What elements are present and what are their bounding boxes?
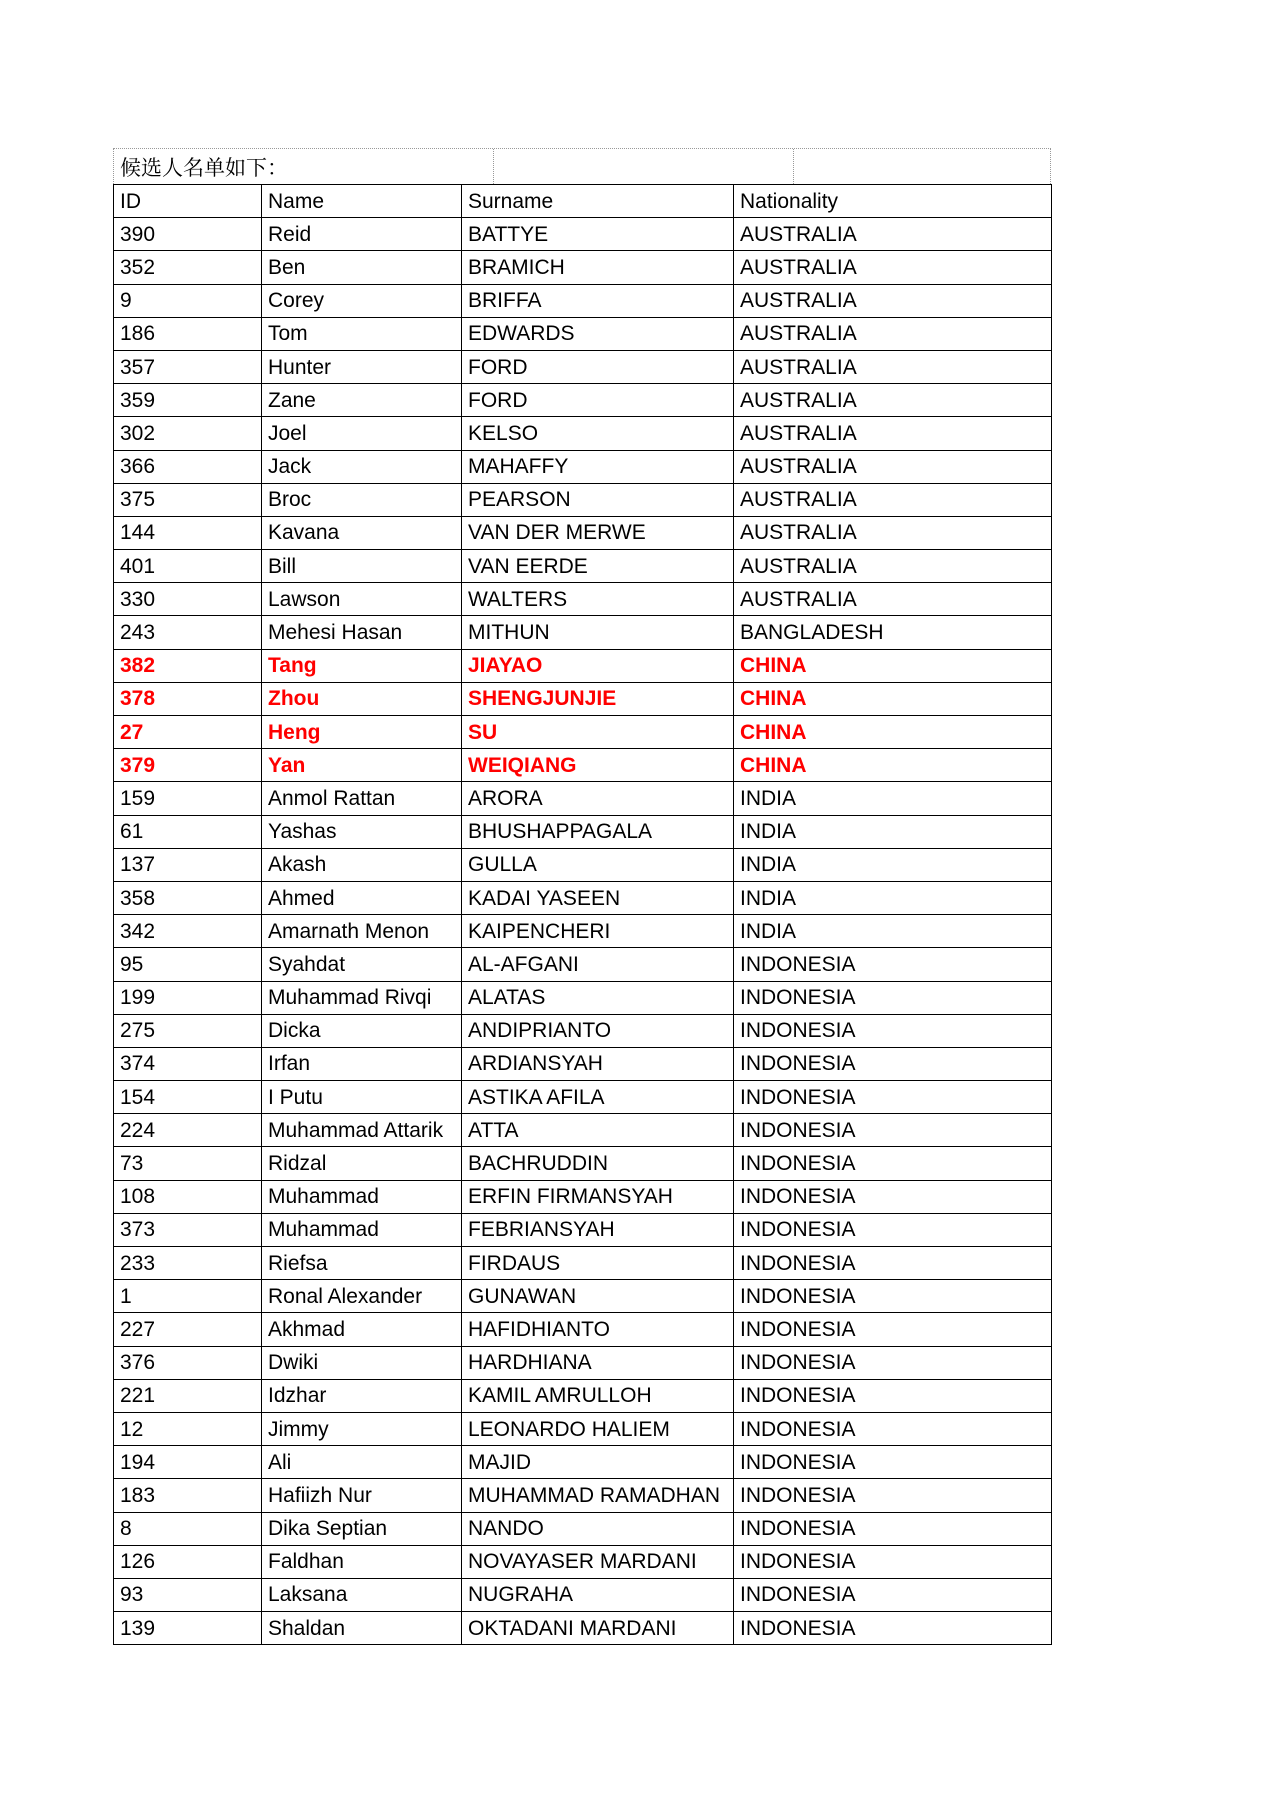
cell-name: Syahdat bbox=[262, 948, 462, 981]
cell-name: Yan bbox=[262, 749, 462, 782]
cell-id: 93 bbox=[114, 1578, 262, 1611]
cell-id: 376 bbox=[114, 1346, 262, 1379]
cell-name: Muhammad Attarik bbox=[262, 1114, 462, 1147]
table-row bbox=[114, 815, 1052, 848]
cell-id: 352 bbox=[114, 251, 262, 284]
cell-surname: MAHAFFY bbox=[462, 450, 734, 483]
cell-name: Mehesi Hasan bbox=[262, 616, 462, 649]
table-row bbox=[114, 1313, 1052, 1346]
cell-surname: FORD bbox=[462, 384, 734, 417]
cell-nationality: INDONESIA bbox=[734, 1313, 1052, 1346]
cell-nationality: INDONESIA bbox=[734, 1147, 1052, 1180]
column-header: Name bbox=[262, 185, 462, 218]
cell-nationality: AUSTRALIA bbox=[734, 417, 1052, 450]
cell-nationality: AUSTRALIA bbox=[734, 583, 1052, 616]
cell-surname: ARDIANSYAH bbox=[462, 1047, 734, 1080]
cell-name: Amarnath Menon bbox=[262, 915, 462, 948]
cell-name: Jimmy bbox=[262, 1412, 462, 1445]
cell-surname: BACHRUDDIN bbox=[462, 1147, 734, 1180]
cell-nationality: INDIA bbox=[734, 915, 1052, 948]
cell-surname: FIRDAUS bbox=[462, 1247, 734, 1280]
cell-id: 302 bbox=[114, 417, 262, 450]
cell-name: Dika Septian bbox=[262, 1512, 462, 1545]
column-header: Surname bbox=[462, 185, 734, 218]
cell-name: Faldhan bbox=[262, 1545, 462, 1578]
table-row bbox=[114, 1346, 1052, 1379]
cell-name: Yashas bbox=[262, 815, 462, 848]
cell-surname: HARDHIANA bbox=[462, 1346, 734, 1379]
cell-id: 357 bbox=[114, 350, 262, 383]
cell-id: 227 bbox=[114, 1313, 262, 1346]
cell-surname: NUGRAHA bbox=[462, 1578, 734, 1611]
cell-id: 27 bbox=[114, 716, 262, 749]
cell-surname: NOVAYASER MARDANI bbox=[462, 1545, 734, 1578]
cell-surname: HAFIDHIANTO bbox=[462, 1313, 734, 1346]
cell-id: 8 bbox=[114, 1512, 262, 1545]
cell-name: I Putu bbox=[262, 1081, 462, 1114]
cell-surname: SU bbox=[462, 716, 734, 749]
table-row bbox=[114, 716, 1052, 749]
table-row bbox=[114, 1545, 1052, 1578]
table-row bbox=[114, 284, 1052, 317]
cell-name: Zane bbox=[262, 384, 462, 417]
cell-name: Akash bbox=[262, 848, 462, 881]
cell-name: Lawson bbox=[262, 583, 462, 616]
cell-id: 144 bbox=[114, 516, 262, 549]
table-row bbox=[114, 1081, 1052, 1114]
cell-name: Reid bbox=[262, 218, 462, 251]
cell-name: Zhou bbox=[262, 682, 462, 715]
cell-id: 224 bbox=[114, 1114, 262, 1147]
table-row bbox=[114, 1479, 1052, 1512]
cell-surname: KELSO bbox=[462, 417, 734, 450]
cell-nationality: INDONESIA bbox=[734, 1346, 1052, 1379]
document-title-row bbox=[113, 148, 1051, 184]
cell-nationality: AUSTRALIA bbox=[734, 516, 1052, 549]
table-row bbox=[114, 848, 1052, 881]
cell-nationality: INDONESIA bbox=[734, 1578, 1052, 1611]
cell-surname: FORD bbox=[462, 350, 734, 383]
cell-id: 379 bbox=[114, 749, 262, 782]
table-row bbox=[114, 682, 1052, 715]
cell-name: Ben bbox=[262, 251, 462, 284]
cell-surname: WALTERS bbox=[462, 583, 734, 616]
cell-id: 95 bbox=[114, 948, 262, 981]
cell-name: Ridzal bbox=[262, 1147, 462, 1180]
candidate-list-document bbox=[113, 148, 1051, 1645]
table-row bbox=[114, 1047, 1052, 1080]
cell-surname: BRIFFA bbox=[462, 284, 734, 317]
cell-name: Riefsa bbox=[262, 1247, 462, 1280]
cell-nationality: INDIA bbox=[734, 848, 1052, 881]
cell-id: 375 bbox=[114, 483, 262, 516]
cell-surname: WEIQIANG bbox=[462, 749, 734, 782]
cell-nationality: INDONESIA bbox=[734, 1014, 1052, 1047]
table-row bbox=[114, 1114, 1052, 1147]
cell-name: Shaldan bbox=[262, 1612, 462, 1645]
cell-id: 194 bbox=[114, 1446, 262, 1479]
cell-name: Bill bbox=[262, 550, 462, 583]
cell-nationality: BANGLADESH bbox=[734, 616, 1052, 649]
cell-nationality: INDIA bbox=[734, 815, 1052, 848]
cell-surname: BHUSHAPPAGALA bbox=[462, 815, 734, 848]
cell-nationality: INDONESIA bbox=[734, 1247, 1052, 1280]
table-row bbox=[114, 1180, 1052, 1213]
cell-nationality: INDONESIA bbox=[734, 1280, 1052, 1313]
cell-nationality: INDONESIA bbox=[734, 1180, 1052, 1213]
table-row bbox=[114, 1578, 1052, 1611]
cell-nationality: INDONESIA bbox=[734, 1512, 1052, 1545]
cell-surname: AL-AFGANI bbox=[462, 948, 734, 981]
cell-name: Kavana bbox=[262, 516, 462, 549]
cell-id: 126 bbox=[114, 1545, 262, 1578]
cell-surname: MAJID bbox=[462, 1446, 734, 1479]
cell-surname: BRAMICH bbox=[462, 251, 734, 284]
cell-surname: ERFIN FIRMANSYAH bbox=[462, 1180, 734, 1213]
cell-nationality: INDONESIA bbox=[734, 1047, 1052, 1080]
table-row bbox=[114, 1612, 1052, 1645]
cell-surname: ARORA bbox=[462, 782, 734, 815]
cell-nationality: AUSTRALIA bbox=[734, 317, 1052, 350]
cell-name: Hunter bbox=[262, 350, 462, 383]
cell-name: Broc bbox=[262, 483, 462, 516]
cell-surname: FEBRIANSYAH bbox=[462, 1213, 734, 1246]
title-row-spacer-1 bbox=[494, 149, 794, 184]
cell-nationality: AUSTRALIA bbox=[734, 284, 1052, 317]
cell-surname: MUHAMMAD RAMADHAN bbox=[462, 1479, 734, 1512]
cell-name: Jack bbox=[262, 450, 462, 483]
table-row bbox=[114, 782, 1052, 815]
cell-id: 108 bbox=[114, 1180, 262, 1213]
table-row bbox=[114, 1412, 1052, 1445]
cell-nationality: CHINA bbox=[734, 649, 1052, 682]
cell-surname: JIAYAO bbox=[462, 649, 734, 682]
cell-surname: ANDIPRIANTO bbox=[462, 1014, 734, 1047]
cell-nationality: INDONESIA bbox=[734, 1081, 1052, 1114]
table-row bbox=[114, 317, 1052, 350]
cell-surname: KAMIL AMRULLOH bbox=[462, 1379, 734, 1412]
table-row bbox=[114, 1014, 1052, 1047]
cell-surname: LEONARDO HALIEM bbox=[462, 1412, 734, 1445]
cell-name: Muhammad bbox=[262, 1180, 462, 1213]
cell-nationality: AUSTRALIA bbox=[734, 384, 1052, 417]
cell-id: 221 bbox=[114, 1379, 262, 1412]
table-row bbox=[114, 384, 1052, 417]
cell-nationality: CHINA bbox=[734, 682, 1052, 715]
cell-id: 366 bbox=[114, 450, 262, 483]
cell-nationality: CHINA bbox=[734, 749, 1052, 782]
cell-id: 183 bbox=[114, 1479, 262, 1512]
table-header-row bbox=[114, 185, 1052, 218]
candidates-table bbox=[113, 184, 1052, 1645]
cell-id: 378 bbox=[114, 682, 262, 715]
cell-surname: VAN DER MERWE bbox=[462, 516, 734, 549]
cell-nationality: AUSTRALIA bbox=[734, 483, 1052, 516]
cell-id: 1 bbox=[114, 1280, 262, 1313]
table-body bbox=[114, 185, 1052, 1645]
table-row bbox=[114, 749, 1052, 782]
table-row bbox=[114, 417, 1052, 450]
cell-id: 374 bbox=[114, 1047, 262, 1080]
table-row bbox=[114, 251, 1052, 284]
cell-nationality: INDONESIA bbox=[734, 1612, 1052, 1645]
table-row bbox=[114, 483, 1052, 516]
cell-id: 275 bbox=[114, 1014, 262, 1047]
cell-id: 390 bbox=[114, 218, 262, 251]
table-row bbox=[114, 1147, 1052, 1180]
table-row bbox=[114, 915, 1052, 948]
cell-name: Ronal Alexander bbox=[262, 1280, 462, 1313]
cell-name: Ali bbox=[262, 1446, 462, 1479]
cell-surname: GULLA bbox=[462, 848, 734, 881]
cell-name: Anmol Rattan bbox=[262, 782, 462, 815]
cell-surname: BATTYE bbox=[462, 218, 734, 251]
cell-id: 61 bbox=[114, 815, 262, 848]
cell-nationality: INDONESIA bbox=[734, 1446, 1052, 1479]
cell-name: Hafiizh Nur bbox=[262, 1479, 462, 1512]
table-row bbox=[114, 1512, 1052, 1545]
cell-name: Muhammad Rivqi bbox=[262, 981, 462, 1014]
cell-id: 12 bbox=[114, 1412, 262, 1445]
cell-nationality: INDIA bbox=[734, 782, 1052, 815]
column-header: Nationality bbox=[734, 185, 1052, 218]
cell-name: Irfan bbox=[262, 1047, 462, 1080]
cell-id: 401 bbox=[114, 550, 262, 583]
table-row bbox=[114, 516, 1052, 549]
cell-name: Muhammad bbox=[262, 1213, 462, 1246]
table-row bbox=[114, 450, 1052, 483]
cell-name: Tom bbox=[262, 317, 462, 350]
cell-surname: KADAI YASEEN bbox=[462, 881, 734, 914]
cell-id: 159 bbox=[114, 782, 262, 815]
cell-surname: NANDO bbox=[462, 1512, 734, 1545]
cell-id: 382 bbox=[114, 649, 262, 682]
table-row bbox=[114, 616, 1052, 649]
cell-name: Dwiki bbox=[262, 1346, 462, 1379]
table-row bbox=[114, 981, 1052, 1014]
cell-nationality: AUSTRALIA bbox=[734, 550, 1052, 583]
cell-name: Ahmed bbox=[262, 881, 462, 914]
cell-surname: SHENGJUNJIE bbox=[462, 682, 734, 715]
cell-surname: ALATAS bbox=[462, 981, 734, 1014]
cell-name: Dicka bbox=[262, 1014, 462, 1047]
table-row bbox=[114, 948, 1052, 981]
cell-nationality: INDONESIA bbox=[734, 1114, 1052, 1147]
cell-surname: EDWARDS bbox=[462, 317, 734, 350]
cell-id: 9 bbox=[114, 284, 262, 317]
cell-name: Tang bbox=[262, 649, 462, 682]
cell-id: 139 bbox=[114, 1612, 262, 1645]
cell-id: 73 bbox=[114, 1147, 262, 1180]
cell-surname: OKTADANI MARDANI bbox=[462, 1612, 734, 1645]
column-header: ID bbox=[114, 185, 262, 218]
cell-id: 243 bbox=[114, 616, 262, 649]
cell-surname: GUNAWAN bbox=[462, 1280, 734, 1313]
table-row bbox=[114, 1280, 1052, 1313]
cell-surname: VAN EERDE bbox=[462, 550, 734, 583]
cell-nationality: INDONESIA bbox=[734, 1479, 1052, 1512]
cell-nationality: INDONESIA bbox=[734, 981, 1052, 1014]
cell-name: Corey bbox=[262, 284, 462, 317]
cell-name: Heng bbox=[262, 716, 462, 749]
document-title: 候选人名单如下： bbox=[114, 149, 494, 184]
table-row bbox=[114, 218, 1052, 251]
table-row bbox=[114, 550, 1052, 583]
cell-nationality: AUSTRALIA bbox=[734, 251, 1052, 284]
cell-id: 154 bbox=[114, 1081, 262, 1114]
cell-nationality: INDONESIA bbox=[734, 1379, 1052, 1412]
cell-nationality: INDONESIA bbox=[734, 1545, 1052, 1578]
table-row bbox=[114, 1379, 1052, 1412]
cell-surname: ASTIKA AFILA bbox=[462, 1081, 734, 1114]
cell-id: 359 bbox=[114, 384, 262, 417]
cell-name: Idzhar bbox=[262, 1379, 462, 1412]
cell-nationality: AUSTRALIA bbox=[734, 450, 1052, 483]
cell-surname: MITHUN bbox=[462, 616, 734, 649]
cell-id: 342 bbox=[114, 915, 262, 948]
cell-nationality: AUSTRALIA bbox=[734, 350, 1052, 383]
table-row bbox=[114, 881, 1052, 914]
cell-id: 358 bbox=[114, 881, 262, 914]
cell-nationality: INDONESIA bbox=[734, 1412, 1052, 1445]
cell-name: Joel bbox=[262, 417, 462, 450]
cell-surname: PEARSON bbox=[462, 483, 734, 516]
cell-id: 199 bbox=[114, 981, 262, 1014]
cell-id: 330 bbox=[114, 583, 262, 616]
cell-nationality: CHINA bbox=[734, 716, 1052, 749]
cell-id: 186 bbox=[114, 317, 262, 350]
table-row bbox=[114, 350, 1052, 383]
table-row bbox=[114, 649, 1052, 682]
cell-surname: KAIPENCHERI bbox=[462, 915, 734, 948]
cell-nationality: INDONESIA bbox=[734, 948, 1052, 981]
cell-id: 233 bbox=[114, 1247, 262, 1280]
cell-nationality: INDONESIA bbox=[734, 1213, 1052, 1246]
table-row bbox=[114, 1247, 1052, 1280]
cell-name: Akhmad bbox=[262, 1313, 462, 1346]
cell-surname: ATTA bbox=[462, 1114, 734, 1147]
cell-nationality: INDIA bbox=[734, 881, 1052, 914]
title-row-spacer-2 bbox=[794, 149, 1050, 184]
table-row bbox=[114, 1446, 1052, 1479]
cell-id: 373 bbox=[114, 1213, 262, 1246]
cell-nationality: AUSTRALIA bbox=[734, 218, 1052, 251]
table-row bbox=[114, 583, 1052, 616]
cell-id: 137 bbox=[114, 848, 262, 881]
cell-name: Laksana bbox=[262, 1578, 462, 1611]
table-row bbox=[114, 1213, 1052, 1246]
